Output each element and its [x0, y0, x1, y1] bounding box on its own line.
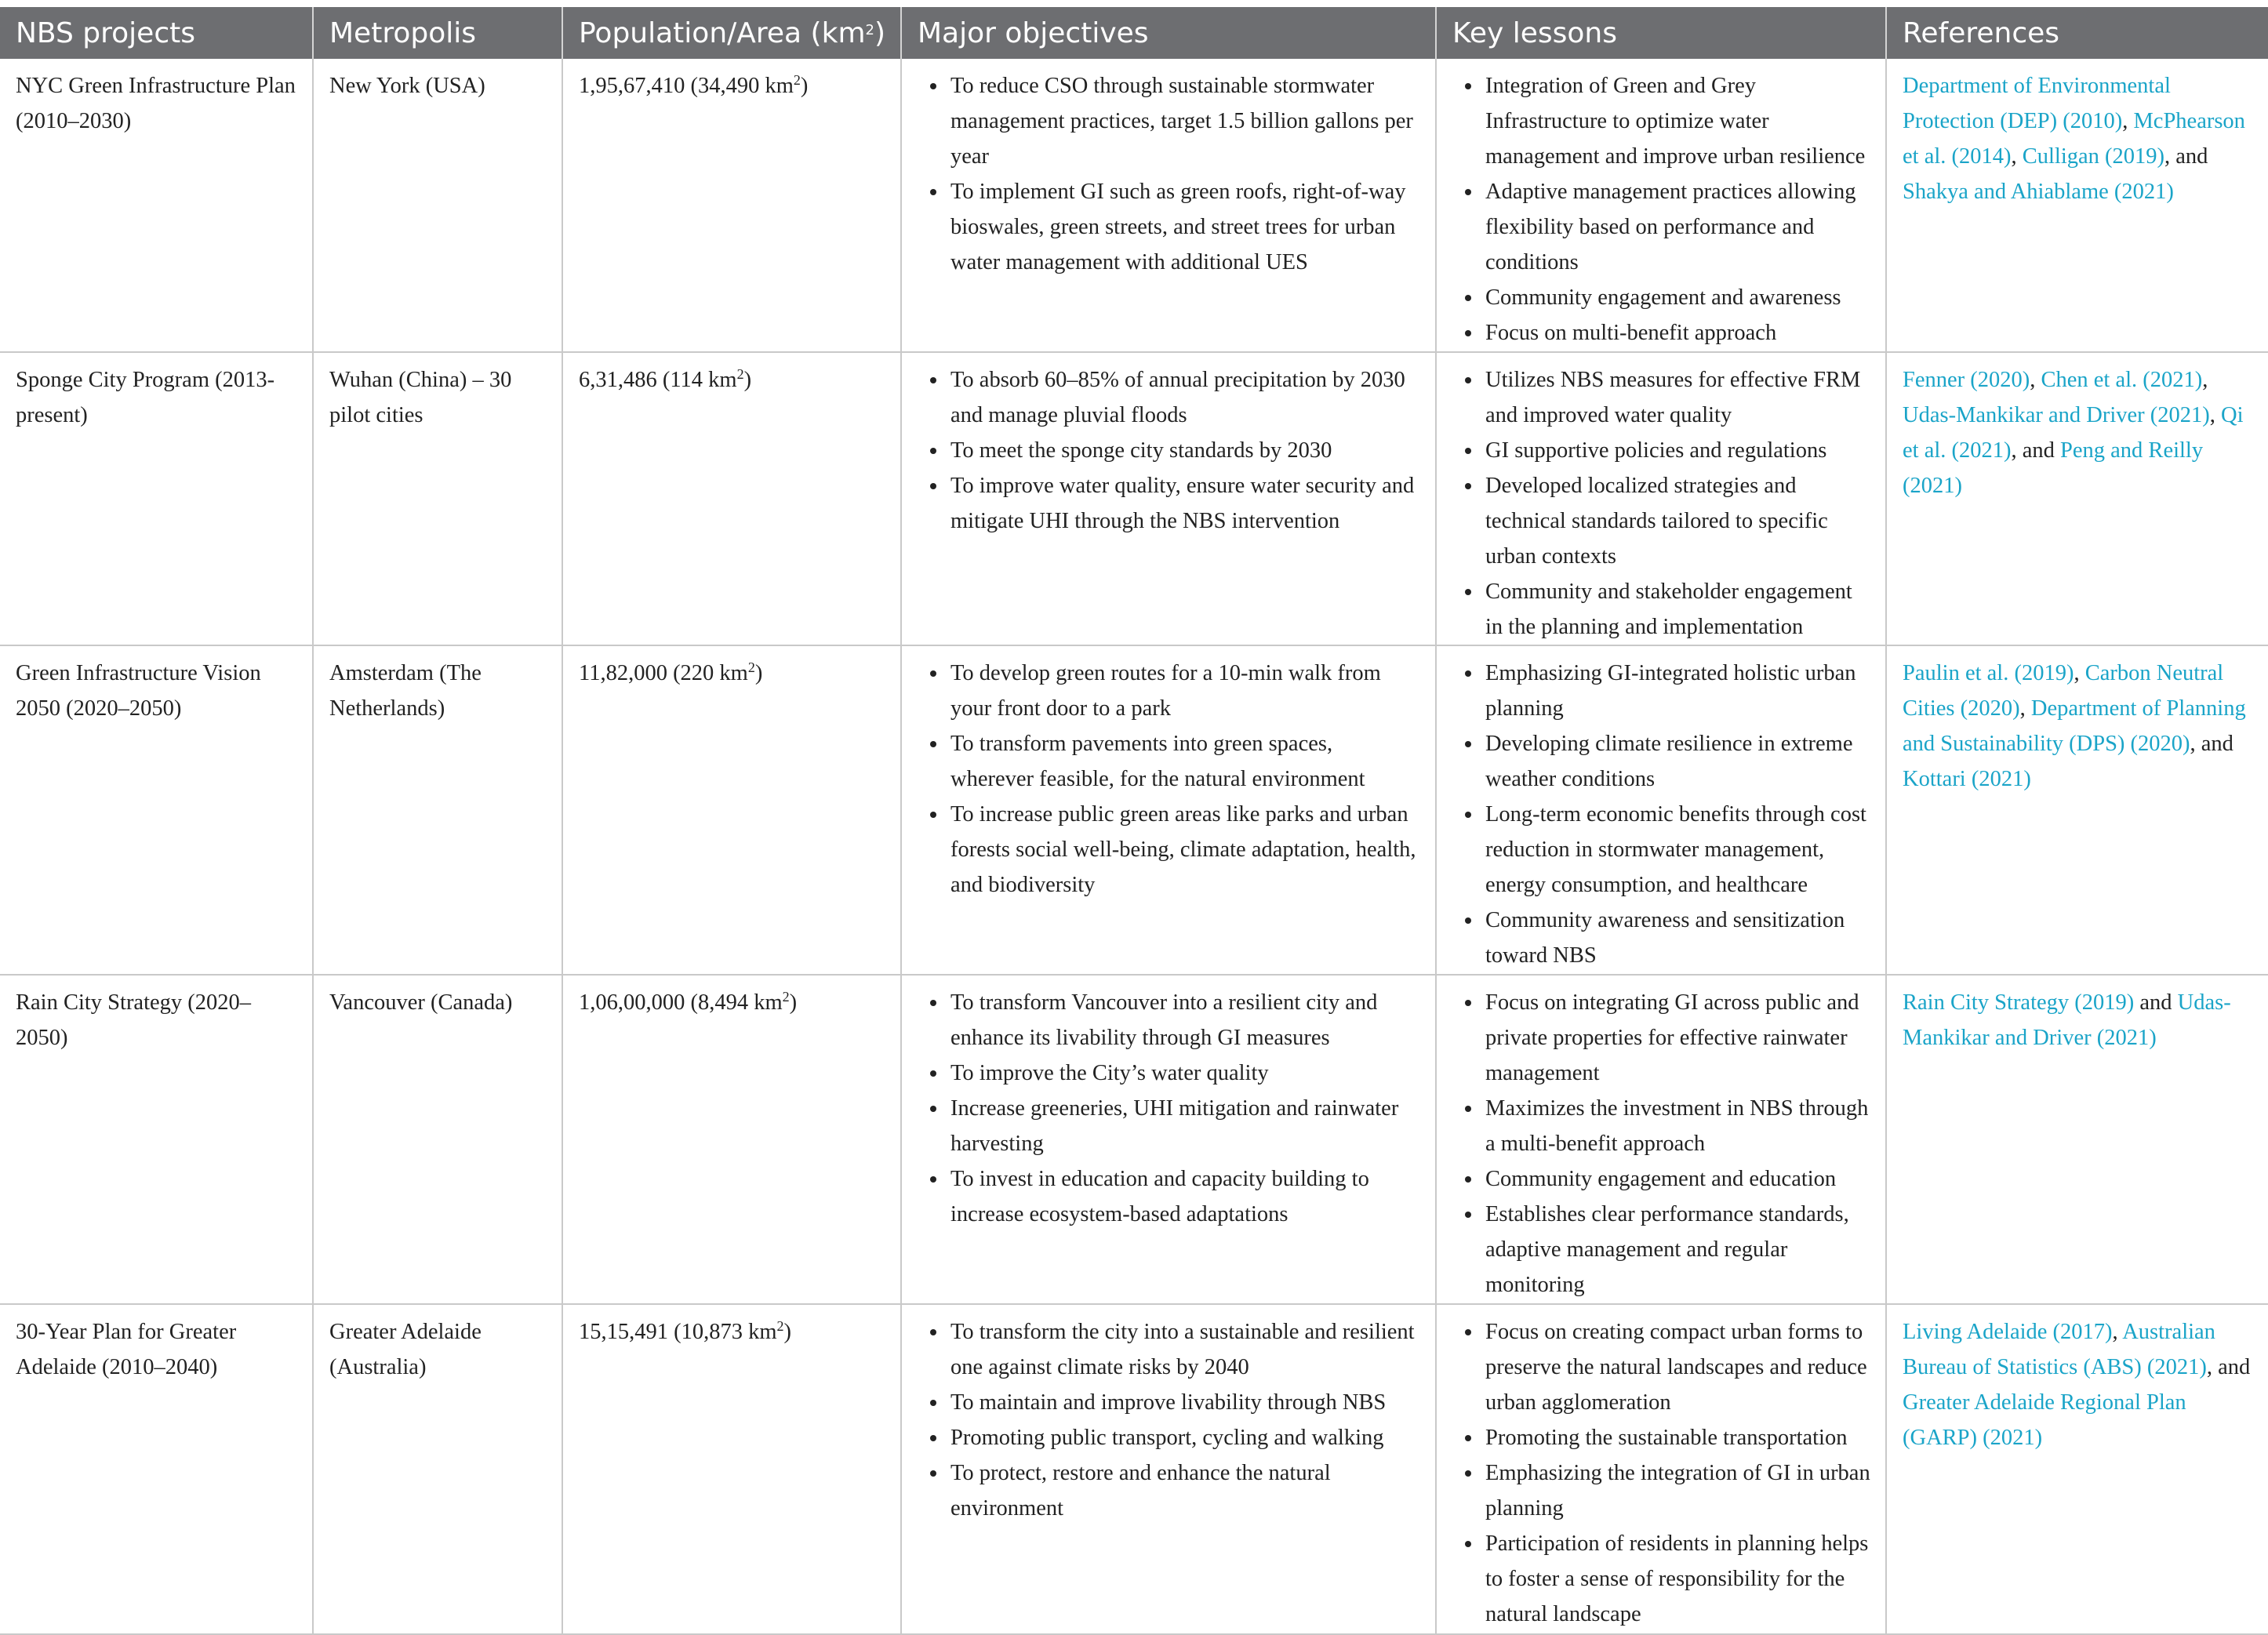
metropolis-cell: New York (USA) — [313, 59, 562, 352]
population-unit-sup: 2 — [776, 1318, 784, 1334]
reference-link[interactable]: McPhearson et al. (2014) — [1903, 109, 2245, 169]
header-metropolis: Metropolis — [313, 7, 562, 59]
reference-separator: , — [2209, 403, 2221, 427]
lessons-list — [1460, 656, 1871, 973]
project-cell: Rain City Strategy (2020–2050) — [0, 975, 313, 1304]
lessons-list — [1460, 68, 1871, 351]
header-major-objectives: Major objectives — [901, 7, 1436, 59]
lessons-list — [1460, 985, 1871, 1303]
reference-link[interactable]: Fenner (2020) — [1903, 368, 2030, 392]
nbs-projects-table — [0, 7, 2268, 1635]
population-value: 1,06,00,000 (8,494 km — [579, 990, 783, 1015]
table-row — [0, 645, 2268, 975]
project-cell: 30-Year Plan for Greater Adelaide (2010–2040) — [0, 1304, 313, 1634]
population-value: 6,31,486 (114 km — [579, 368, 737, 392]
list-item: Promoting the sustainable transportation — [1485, 1420, 1871, 1455]
reference-link[interactable]: Chen et al. (2021) — [2041, 368, 2203, 392]
lessons-cell — [1436, 352, 1886, 645]
lessons-cell — [1436, 975, 1886, 1304]
objectives-list — [925, 1314, 1421, 1526]
list-item: To invest in education and capacity building to increase ecosystem-based adaptations — [950, 1161, 1421, 1232]
reference-link[interactable]: Udas-Mankikar and Driver (2021) — [1903, 990, 2231, 1050]
table-body — [0, 59, 2268, 1634]
population-unit-sup: 2 — [793, 72, 801, 88]
reference-link[interactable]: Peng and Reilly (2021) — [1903, 438, 2204, 498]
reference-link[interactable]: Qi et al. (2021) — [1903, 403, 2244, 463]
population-close: ) — [789, 990, 798, 1015]
population-cell — [562, 645, 901, 975]
references-cell — [1886, 975, 2268, 1304]
list-item: Maximizes the investment in NBS through a multi-benefit approach — [1485, 1091, 1871, 1161]
lessons-cell — [1436, 59, 1886, 352]
list-item: Participation of residents in planning helps to foster a sense of responsibility for the natural landscape — [1485, 1526, 1871, 1632]
lessons-cell — [1436, 1304, 1886, 1634]
list-item: Emphasizing GI-integrated holistic urban planning — [1485, 656, 1871, 726]
references-cell — [1886, 59, 2268, 352]
list-item: Focus on multi-benefit approach — [1485, 315, 1871, 351]
reference-link[interactable]: Living Adelaide (2017) — [1903, 1320, 2113, 1344]
population-unit-sup: 2 — [782, 989, 790, 1005]
reference-separator: , — [2122, 109, 2134, 133]
header-key-lessons: Key lessons — [1436, 7, 1886, 59]
reference-link[interactable]: Paulin et al. (2019) — [1903, 661, 2074, 685]
table-row — [0, 352, 2268, 645]
reference-link[interactable]: Australian Bureau of Statistics (ABS) (2021) — [1903, 1320, 2215, 1379]
list-item: To improve the City’s water quality — [950, 1055, 1421, 1091]
objectives-cell — [901, 1304, 1436, 1634]
objectives-cell — [901, 59, 1436, 352]
table-row — [0, 975, 2268, 1304]
metropolis-cell: Greater Adelaide (Australia) — [313, 1304, 562, 1634]
project-cell: NYC Green Infrastructure Plan (2010–2030) — [0, 59, 313, 352]
reference-separator: , and — [2011, 438, 2061, 463]
population-close: ) — [754, 661, 763, 685]
reference-link[interactable]: Udas-Mankikar and Driver (2021) — [1903, 403, 2210, 427]
lessons-cell — [1436, 645, 1886, 975]
reference-separator: , — [2030, 368, 2041, 392]
list-item: To protect, restore and enhance the natural environment — [950, 1455, 1421, 1526]
list-item: To transform Vancouver into a resilient city and enhance its livability through GI measures — [950, 985, 1421, 1055]
reference-separator: , — [2074, 661, 2085, 685]
reference-separator: , and — [2190, 732, 2233, 756]
list-item: Establishes clear performance standards, adaptive management and regular monitoring — [1485, 1197, 1871, 1303]
objectives-list — [925, 362, 1421, 539]
metropolis-cell: Amsterdam (The Netherlands) — [313, 645, 562, 975]
table-row — [0, 1304, 2268, 1634]
population-unit-sup: 2 — [747, 659, 755, 675]
population-cell — [562, 59, 901, 352]
list-item: Emphasizing the integration of GI in urban planning — [1485, 1455, 1871, 1526]
lessons-list — [1460, 362, 1871, 645]
header-population-area-sup: 2 — [865, 21, 874, 38]
population-close: ) — [783, 1320, 792, 1344]
reference-link[interactable]: Rain City Strategy (2019) — [1903, 990, 2135, 1015]
reference-link[interactable]: Kottari (2021) — [1903, 767, 2031, 791]
population-value: 15,15,491 (10,873 km — [579, 1320, 777, 1344]
objectives-list — [925, 68, 1421, 280]
list-item: Community engagement and education — [1485, 1161, 1871, 1197]
reference-link[interactable]: Shakya and Ahiablame (2021) — [1903, 180, 2174, 204]
reference-link[interactable]: Carbon Neutral Cities (2020) — [1903, 661, 2224, 721]
objectives-cell — [901, 352, 1436, 645]
project-cell: Sponge City Program (2013-present) — [0, 352, 313, 645]
objectives-cell — [901, 645, 1436, 975]
nbs-projects-table-wrap — [0, 7, 2268, 1635]
list-item: Integration of Green and Grey Infrastructure to optimize water management and improve urban resilience — [1485, 68, 1871, 174]
header-population-area-close: ) — [874, 16, 886, 49]
list-item: Community and stakeholder engagement in the planning and implementation — [1485, 574, 1871, 645]
list-item: To transform pavements into green spaces, wherever feasible, for the natural environment — [950, 726, 1421, 797]
list-item: Utilizes NBS measures for effective FRM and improved water quality — [1485, 362, 1871, 433]
list-item: To reduce CSO through sustainable stormwater management practices, target 1.5 billion gallons per year — [950, 68, 1421, 174]
objectives-list — [925, 656, 1421, 903]
population-value: 11,82,000 (220 km — [579, 661, 748, 685]
header-row — [0, 7, 2268, 59]
reference-link[interactable]: Department of Planning and Sustainability (DPS) (2020) — [1903, 696, 2246, 756]
population-value: 1,95,67,410 (34,490 km — [579, 74, 794, 98]
list-item: To implement GI such as green roofs, right-of-way bioswales, green streets, and street trees for urban water management with additional UES — [950, 174, 1421, 280]
population-close: ) — [743, 368, 752, 392]
objectives-list — [925, 985, 1421, 1232]
list-item: Developed localized strategies and technical standards tailored to specific urban contexts — [1485, 468, 1871, 574]
population-close: ) — [800, 74, 809, 98]
list-item: Promoting public transport, cycling and walking — [950, 1420, 1421, 1455]
list-item: Developing climate resilience in extreme weather conditions — [1485, 726, 1871, 797]
population-cell — [562, 352, 901, 645]
list-item: To maintain and improve livability through NBS — [950, 1385, 1421, 1420]
list-item: To develop green routes for a 10-min walk from your front door to a park — [950, 656, 1421, 726]
list-item: Increase greeneries, UHI mitigation and rainwater harvesting — [950, 1091, 1421, 1161]
population-unit-sup: 2 — [736, 366, 744, 382]
reference-link[interactable]: Greater Adelaide Regional Plan (GARP) (2021) — [1903, 1390, 2186, 1450]
header-population-area-text: Population/Area (km — [579, 16, 866, 49]
reference-separator: , — [2011, 144, 2023, 169]
metropolis-cell: Vancouver (Canada) — [313, 975, 562, 1304]
references-cell — [1886, 645, 2268, 975]
reference-link[interactable]: Culligan (2019) — [2022, 144, 2165, 169]
list-item: To meet the sponge city standards by 2030 — [950, 433, 1421, 468]
reference-separator: , — [2019, 696, 2031, 721]
reference-separator: and — [2134, 990, 2178, 1015]
list-item: Long-term economic benefits through cost reduction in stormwater management, energy consumption, and healthcare — [1485, 797, 1871, 903]
header-references: References — [1886, 7, 2268, 59]
objectives-cell — [901, 975, 1436, 1304]
population-cell — [562, 975, 901, 1304]
list-item: Adaptive management practices allowing flexibility based on performance and conditions — [1485, 174, 1871, 280]
metropolis-cell: Wuhan (China) – 30 pilot cities — [313, 352, 562, 645]
table-row — [0, 59, 2268, 352]
list-item: To transform the city into a sustainable and resilient one against climate risks by 2040 — [950, 1314, 1421, 1385]
list-item: Focus on integrating GI across public and private properties for effective rainwater management — [1485, 985, 1871, 1091]
list-item: Community engagement and awareness — [1485, 280, 1871, 315]
reference-separator: , and — [2206, 1355, 2251, 1379]
header-nbs-projects: NBS projects — [0, 7, 313, 59]
list-item: Community awareness and sensitization toward NBS — [1485, 903, 1871, 973]
project-cell: Green Infrastructure Vision 2050 (2020–2050) — [0, 645, 313, 975]
list-item: To improve water quality, ensure water security and mitigate UHI through the NBS intervention — [950, 468, 1421, 539]
reference-separator: , and — [2164, 144, 2208, 169]
reference-link[interactable]: Department of Environmental Protection (DEP) (2010) — [1903, 74, 2171, 133]
references-cell — [1886, 1304, 2268, 1634]
header-population-area — [562, 7, 901, 59]
list-item: GI supportive policies and regulations — [1485, 433, 1871, 468]
references-cell — [1886, 352, 2268, 645]
list-item: To increase public green areas like parks and urban forests social well-being, climate adaptation, health, and biodiversity — [950, 797, 1421, 903]
list-item: To absorb 60–85% of annual precipitation by 2030 and manage pluvial floods — [950, 362, 1421, 433]
lessons-list — [1460, 1314, 1871, 1632]
population-cell — [562, 1304, 901, 1634]
reference-separator: , — [2112, 1320, 2123, 1344]
reference-separator: , — [2202, 368, 2208, 392]
list-item: Focus on creating compact urban forms to preserve the natural landscapes and reduce urban agglomeration — [1485, 1314, 1871, 1420]
